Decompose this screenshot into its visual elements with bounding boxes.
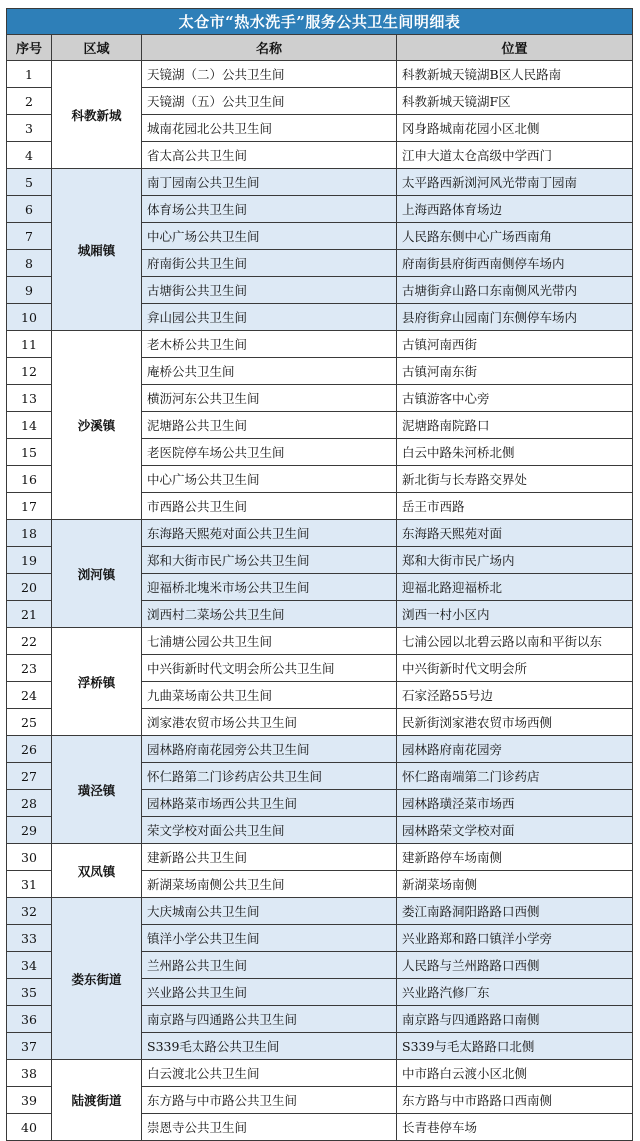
toilet-location: 怀仁路南端第二门诊药店: [397, 763, 633, 790]
toilet-name: 弇山园公共卫生间: [142, 304, 397, 331]
toilet-name: 崇恩寺公共卫生间: [142, 1114, 397, 1141]
toilet-location: 迎福北路迎福桥北: [397, 574, 633, 601]
toilet-location: 中市路白云渡小区北侧: [397, 1060, 633, 1087]
toilet-name: 南丁园南公共卫生间: [142, 169, 397, 196]
toilet-name: 庵桥公共卫生间: [142, 358, 397, 385]
row-number: 7: [7, 223, 52, 250]
header-region: 区域: [52, 35, 142, 61]
toilet-name: 中兴街新时代文明会所公共卫生间: [142, 655, 397, 682]
table-row: [7, 844, 633, 871]
table-title: 太仓市“热水洗手”服务公共卫生间明细表: [7, 9, 633, 35]
header-row: [7, 35, 633, 61]
region-cell: 科教新城: [52, 61, 142, 169]
toilet-name: 浏西村二菜场公共卫生间: [142, 601, 397, 628]
row-number: 32: [7, 898, 52, 925]
toilet-location: 新北街与长寿路交界处: [397, 466, 633, 493]
toilet-location: 科教新城天镜湖B区人民路南: [397, 61, 633, 88]
region-cell: 双凤镇: [52, 844, 142, 898]
row-number: 26: [7, 736, 52, 763]
toilet-location: 长青巷停车场: [397, 1114, 633, 1141]
toilet-name: 城南花园北公共卫生间: [142, 115, 397, 142]
toilet-location: 民新街浏家港农贸市场西侧: [397, 709, 633, 736]
toilet-name: 泥塘路公共卫生间: [142, 412, 397, 439]
toilet-name: 天镜湖（五）公共卫生间: [142, 88, 397, 115]
toilet-location: 冈身路城南花园小区北侧: [397, 115, 633, 142]
header-number: 序号: [7, 35, 52, 61]
toilet-name: 体育场公共卫生间: [142, 196, 397, 223]
toilet-name: 建新路公共卫生间: [142, 844, 397, 871]
toilet-location: 泥塘路南院路口: [397, 412, 633, 439]
toilet-name: 省太高公共卫生间: [142, 142, 397, 169]
row-number: 8: [7, 250, 52, 277]
toilet-location: 江申大道太仓高级中学西门: [397, 142, 633, 169]
toilet-location: 白云中路朱河桥北侧: [397, 439, 633, 466]
toilet-name: 中心广场公共卫生间: [142, 466, 397, 493]
toilet-location: 古塘街弇山路口东南侧风光带内: [397, 277, 633, 304]
toilet-location: 七浦公园以北碧云路以南和平街以东: [397, 628, 633, 655]
toilet-name: 怀仁路第二门诊药店公共卫生间: [142, 763, 397, 790]
row-number: 34: [7, 952, 52, 979]
toilet-location: 郑和大街市民广场内: [397, 547, 633, 574]
row-number: 29: [7, 817, 52, 844]
toilet-location: 园林路府南花园旁: [397, 736, 633, 763]
row-number: 24: [7, 682, 52, 709]
toilet-location: 古镇河南东街: [397, 358, 633, 385]
toilet-name: 九曲菜场南公共卫生间: [142, 682, 397, 709]
toilet-location: 娄江南路洞阳路路口西侧: [397, 898, 633, 925]
table-row: [7, 520, 633, 547]
row-number: 10: [7, 304, 52, 331]
toilet-table: [6, 8, 633, 1141]
table-row: [7, 169, 633, 196]
row-number: 14: [7, 412, 52, 439]
toilet-name: 迎福桥北塊米市场公共卫生间: [142, 574, 397, 601]
toilet-location: 太平路西新浏河风光带南丁园南: [397, 169, 633, 196]
row-number: 13: [7, 385, 52, 412]
table-row: [7, 61, 633, 88]
toilet-name: 中心广场公共卫生间: [142, 223, 397, 250]
row-number: 31: [7, 871, 52, 898]
row-number: 23: [7, 655, 52, 682]
toilet-location: 园林路荣文学校对面: [397, 817, 633, 844]
toilet-name: 天镜湖（二）公共卫生间: [142, 61, 397, 88]
row-number: 2: [7, 88, 52, 115]
toilet-location: 兴业路郑和路口镇洋小学旁: [397, 925, 633, 952]
row-number: 36: [7, 1006, 52, 1033]
toilet-name: 兰州路公共卫生间: [142, 952, 397, 979]
region-cell: 陆渡街道: [52, 1060, 142, 1141]
header-name: 名称: [142, 35, 397, 61]
toilet-location: 东方路与中市路路口西南侧: [397, 1087, 633, 1114]
row-number: 16: [7, 466, 52, 493]
row-number: 21: [7, 601, 52, 628]
toilet-location: 科教新城天镜湖F区: [397, 88, 633, 115]
toilet-location: 人民路与兰州路路口西侧: [397, 952, 633, 979]
toilet-name: 南京路与四通路公共卫生间: [142, 1006, 397, 1033]
row-number: 28: [7, 790, 52, 817]
row-number: 11: [7, 331, 52, 358]
toilet-name: 镇洋小学公共卫生间: [142, 925, 397, 952]
toilet-name: 横沥河东公共卫生间: [142, 385, 397, 412]
table-row: [7, 628, 633, 655]
toilet-location: 县府街弇山园南门东侧停车场内: [397, 304, 633, 331]
title-row: [7, 9, 633, 35]
toilet-location: 园林路璜泾菜市场西: [397, 790, 633, 817]
toilet-name: 七浦塘公园公共卫生间: [142, 628, 397, 655]
toilet-location: 中兴街新时代文明会所: [397, 655, 633, 682]
toilet-location: 岳王市西路: [397, 493, 633, 520]
toilet-name: 府南街公共卫生间: [142, 250, 397, 277]
row-number: 5: [7, 169, 52, 196]
row-number: 38: [7, 1060, 52, 1087]
toilet-location: 古镇游客中心旁: [397, 385, 633, 412]
toilet-location: 古镇河南西街: [397, 331, 633, 358]
row-number: 18: [7, 520, 52, 547]
row-number: 35: [7, 979, 52, 1006]
table-row: [7, 331, 633, 358]
row-number: 1: [7, 61, 52, 88]
row-number: 6: [7, 196, 52, 223]
table-row: [7, 1060, 633, 1087]
row-number: 37: [7, 1033, 52, 1060]
row-number: 19: [7, 547, 52, 574]
row-number: 15: [7, 439, 52, 466]
toilet-name: 郑和大街市民广场公共卫生间: [142, 547, 397, 574]
row-number: 39: [7, 1087, 52, 1114]
table-body: [7, 61, 633, 1141]
table-row: [7, 736, 633, 763]
toilet-name: 白云渡北公共卫生间: [142, 1060, 397, 1087]
toilet-location: 新湖菜场南侧: [397, 871, 633, 898]
toilet-name: 市西路公共卫生间: [142, 493, 397, 520]
region-cell: 城厢镇: [52, 169, 142, 331]
region-cell: 浏河镇: [52, 520, 142, 628]
toilet-name: S339毛太路公共卫生间: [142, 1033, 397, 1060]
toilet-name: 园林路菜市场西公共卫生间: [142, 790, 397, 817]
row-number: 12: [7, 358, 52, 385]
toilet-location: 上海西路体育场边: [397, 196, 633, 223]
row-number: 33: [7, 925, 52, 952]
toilet-name: 东海路天熙苑对面公共卫生间: [142, 520, 397, 547]
row-number: 20: [7, 574, 52, 601]
header-location: 位置: [397, 35, 633, 61]
toilet-name: 东方路与中市路公共卫生间: [142, 1087, 397, 1114]
row-number: 3: [7, 115, 52, 142]
region-cell: 璜泾镇: [52, 736, 142, 844]
toilet-location: 建新路停车场南侧: [397, 844, 633, 871]
toilet-location: 东海路天熙苑对面: [397, 520, 633, 547]
toilet-name: 老木桥公共卫生间: [142, 331, 397, 358]
toilet-name: 大庆城南公共卫生间: [142, 898, 397, 925]
toilet-location: 浏西一村小区内: [397, 601, 633, 628]
row-number: 9: [7, 277, 52, 304]
table-row: [7, 898, 633, 925]
toilet-name: 新湖菜场南侧公共卫生间: [142, 871, 397, 898]
row-number: 4: [7, 142, 52, 169]
row-number: 25: [7, 709, 52, 736]
row-number: 17: [7, 493, 52, 520]
row-number: 27: [7, 763, 52, 790]
toilet-location: 石家泾路55号边: [397, 682, 633, 709]
region-cell: 沙溪镇: [52, 331, 142, 520]
toilet-location: 兴业路汽修厂东: [397, 979, 633, 1006]
toilet-location: S339与毛太路路口北侧: [397, 1033, 633, 1060]
row-number: 22: [7, 628, 52, 655]
region-cell: 娄东街道: [52, 898, 142, 1060]
toilet-location: 南京路与四通路路口南侧: [397, 1006, 633, 1033]
toilet-name: 浏家港农贸市场公共卫生间: [142, 709, 397, 736]
region-cell: 浮桥镇: [52, 628, 142, 736]
toilet-name: 老医院停车场公共卫生间: [142, 439, 397, 466]
row-number: 30: [7, 844, 52, 871]
row-number: 40: [7, 1114, 52, 1141]
toilet-name: 荣文学校对面公共卫生间: [142, 817, 397, 844]
toilet-location: 府南街县府街西南侧停车场内: [397, 250, 633, 277]
toilet-name: 古塘街公共卫生间: [142, 277, 397, 304]
toilet-name: 兴业路公共卫生间: [142, 979, 397, 1006]
toilet-name: 园林路府南花园旁公共卫生间: [142, 736, 397, 763]
toilet-location: 人民路东侧中心广场西南角: [397, 223, 633, 250]
